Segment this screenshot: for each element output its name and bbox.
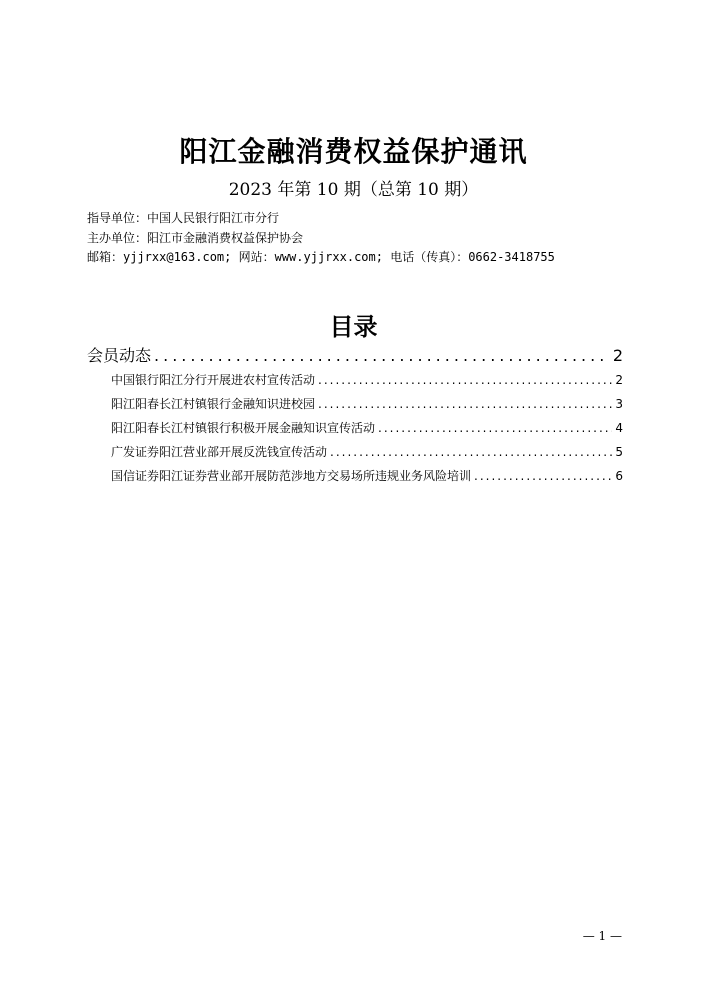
toc-title: 目录 bbox=[329, 313, 378, 341]
toc-entry-label: 国信证券阳江证券营业部开展防范涉地方交易场所违规业务风险培训 bbox=[111, 469, 472, 483]
table-of-contents bbox=[87, 344, 623, 488]
toc-leader-dots bbox=[474, 464, 612, 488]
guide-unit: 指导单位：中国人民银行阳江市分行 bbox=[87, 211, 280, 225]
toc-leader-dots bbox=[318, 368, 612, 392]
newsletter-title: 阳江金融消费权益保护通讯 bbox=[179, 135, 528, 168]
toc-entry[interactable] bbox=[87, 392, 623, 416]
toc-page-number: 2 bbox=[612, 346, 623, 365]
toc-entry-label: 中国银行阳江分行开展进农村宣传活动 bbox=[111, 373, 316, 387]
toc-section-member-news[interactable] bbox=[87, 344, 623, 368]
toc-leader-dots bbox=[330, 440, 612, 464]
toc-entry[interactable] bbox=[87, 368, 623, 392]
toc-entry[interactable] bbox=[87, 440, 623, 464]
toc-leader-dots bbox=[318, 392, 612, 416]
toc-section-label: 会员动态 bbox=[87, 346, 152, 365]
toc-entry[interactable] bbox=[87, 416, 623, 440]
toc-leader-dots bbox=[154, 344, 610, 368]
toc-page-number: 4 bbox=[615, 421, 623, 435]
toc-page-number: 5 bbox=[615, 445, 623, 459]
toc-page-number: 3 bbox=[615, 397, 623, 411]
host-unit: 主办单位：阳江市金融消费权益保护协会 bbox=[87, 231, 304, 245]
toc-entry-label: 阳江阳春长江村镇银行积极开展金融知识宣传活动 bbox=[111, 421, 376, 435]
issue-number: 2023 年第 10 期（总第 10 期） bbox=[228, 180, 479, 200]
toc-leader-dots bbox=[378, 416, 612, 440]
toc-entry-label: 广发证券阳江营业部开展反洗钱宣传活动 bbox=[111, 445, 328, 459]
toc-entry-label: 阳江阳春长江村镇银行金融知识进校园 bbox=[111, 397, 316, 411]
toc-entry[interactable] bbox=[87, 464, 623, 488]
contact-info: 邮箱：yjjrxx@163.com; 网站：www.yjjrxx.com; 电话（传真）：0662-3418755 bbox=[87, 250, 555, 264]
toc-page-number: 2 bbox=[615, 373, 623, 387]
toc-page-number: 6 bbox=[615, 469, 623, 483]
page-footer-number: — 1 — bbox=[582, 929, 622, 943]
